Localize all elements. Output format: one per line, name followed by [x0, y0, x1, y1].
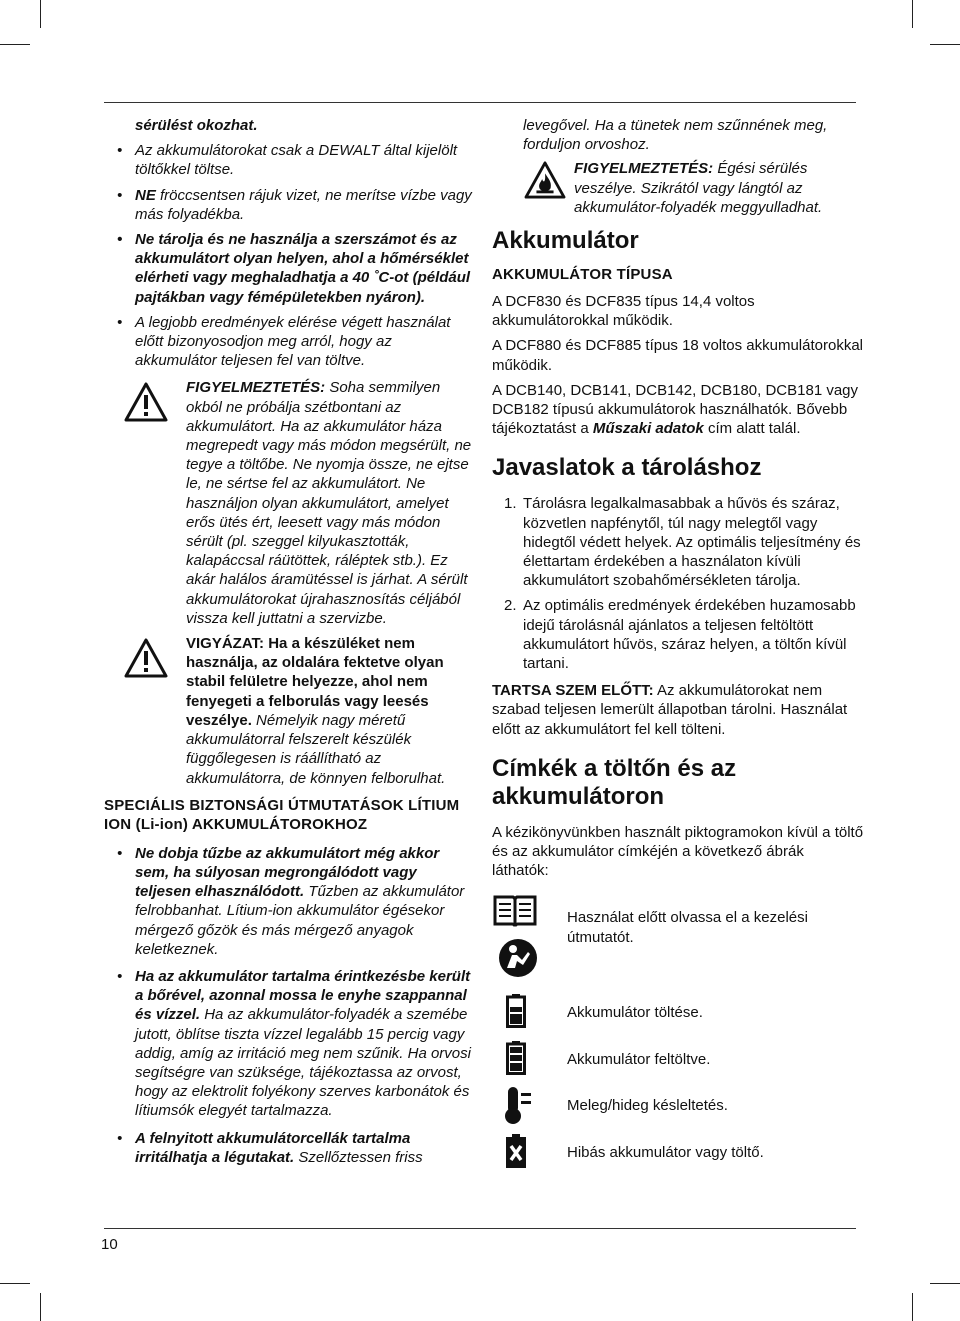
symbol-text: Hibás akkumulátor vagy töltő.: [567, 1144, 764, 1162]
battery-type-heading: AKKUMULÁTOR TÍPUSA: [492, 266, 673, 284]
storage-item: 1. Tárolásra legalkalmasabbak a hűvös és száraz, közvetlen napfénytől, túl nagy melegtől vagy hidegtől védett helyek. Az optimális teljesítmény és élettartam érdekében a használaton kívüli akkumulátort szobahőmérsékleten tárolja.: [504, 495, 861, 590]
read-manual-icon: [498, 938, 538, 983]
right-column: [492, 116, 864, 1270]
bullet-item: • Ne tárolja és ne használja a szerszámot és az akkumulátort olyan helyen, ahol a hőmérséklet elérheti vagy meghaladhatja a 40 ˚C-ot (például pajtákban vagy fémépületekben nyáron).: [117, 231, 471, 306]
fire-warning-block: [492, 159, 864, 217]
li-bullet-item: • Ne dobja tűzbe az akkumulátort még akkor sem, ha súlyosan megrongálódott vagy teljesen elhasználódott. Tűzben az akkumulátor felrobbanhat. Lítium-ion akkumulátor égésekor mérgező gőzök és más mérgező anyagok keletkeznek.: [117, 844, 465, 958]
top-rule: [104, 102, 856, 103]
warning-triangle-icon: [124, 382, 168, 427]
bullet-item: • NE fröccsentsen rájuk vizet, ne merítse vízbe vagy más folyadékba.: [117, 186, 472, 223]
battery-paragraph: A DCF830 és DCF835 típus 14,4 voltos akkumulátorokkal működik.: [492, 293, 755, 330]
battery-paragraph: A DCB140, DCB141, DCB142, DCB180, DCB181 vagy DCB182 típusú akkumulátorok használhatók. Bővebb tájékoztatást a Műszaki adatok cím alatt talál.: [492, 381, 859, 438]
warning-triangle-icon: [124, 638, 168, 683]
crop-mark: [930, 1283, 960, 1284]
thermometer-icon: [504, 1085, 534, 1130]
fire-warning-icon: [524, 161, 566, 204]
continued-text: levegővel. Ha a tünetek nem szűnnének meg, forduljon orvoshoz.: [523, 117, 828, 154]
page-number: 10: [101, 1236, 118, 1253]
warning-label: FIGYELMEZTETÉS:: [186, 379, 326, 397]
crop-mark: [0, 1283, 30, 1284]
battery-fault-icon: [505, 1134, 527, 1173]
storage-item: 2. Az optimális eredmények érdekében huzamosabb idejű tárolásnál ajánlatos a teljesen feltöltött akkumulátort hűvös, száraz helyen, a töltőn kívül tartani.: [504, 597, 856, 673]
symbol-text: Akkumulátor feltöltve.: [567, 1051, 711, 1069]
fire-warning-text: Égési sérülés veszélye. Szikrától vagy lángtól az akkumulátor-folyadék meggyulladhat.: [574, 160, 823, 216]
li-bullet-item: • A felnyitott akkumulátorcellák tartalma irritálhatja a légutakat. Szellőztessen friss: [117, 1129, 423, 1166]
labels-title: Címkék a töltőn és az akkumulátoron: [492, 754, 737, 810]
symbol-text: Használat előtt olvassa el a kezelési útmutatót.: [567, 909, 808, 946]
keep-in-mind: TARTSA SZEM ELŐTT: Az akkumulátorokat nem szabad teljesen lemerült állapotban tárolni. Használat előtt az akkumulátort fel kell tölteni.: [492, 682, 848, 738]
battery-charged-icon: [506, 1041, 526, 1080]
crop-mark: [912, 0, 913, 28]
intro-end: sérülést okozhat.: [135, 117, 258, 134]
li-bullet-item: • Ha az akkumulátor tartalma érintkezésbe került a bőrével, azonnal mossa le enyhe szappannal és vízzel. Ha az akkumulátor-folyadék a szemébe jutott, öblítse tiszta vízzel legalább 15 percig vagy addig, amíg az irritáció meg nem szűnik. Ha orvosi segítségre van szüksége, tájékoztassa az orvost, hogy az elektrolit folyékony szerves karbonátok és lítiumsók elegyét tartalmazza.: [117, 967, 471, 1120]
book-icon: [492, 892, 538, 935]
caution-bold: VIGYÁZAT: Ha a készüléket nem használja, az oldalára fektetve olyan stabil felületre helyezze, ahol nem fenyegeti a felborulás vagy leesés veszélye.: [186, 635, 444, 729]
crop-mark: [912, 1293, 913, 1321]
left-column: [104, 116, 476, 1173]
fire-warning-label: FIGYELMEZTETÉS:: [574, 160, 714, 178]
symbol-text: Akkumulátor töltése.: [567, 1004, 703, 1022]
symbol-list: [492, 880, 864, 1270]
crop-mark: [0, 44, 30, 45]
crop-mark: [930, 44, 960, 45]
battery-charging-icon: [506, 994, 526, 1033]
symbol-text: Meleg/hideg késleltetés.: [567, 1097, 728, 1115]
crop-mark: [40, 0, 41, 28]
li-ion-heading: SPECIÁLIS BIZTONSÁGI ÚTMUTATÁSOK LÍTIUM ION (Li-ion) AKKUMULÁTOROKHOZ: [104, 796, 460, 833]
caution-block: [104, 634, 476, 788]
battery-paragraph: A DCF880 és DCF885 típus 18 voltos akkumulátorokkal működik.: [492, 337, 864, 374]
storage-title: Javaslatok a tároláshoz: [492, 454, 762, 482]
warning-block: [104, 378, 476, 628]
labels-intro: A kézikönyvünkben használt piktogramokon kívül a töltő és az akkumulátor címkéjén a következő ábrák láthatók:: [492, 823, 864, 880]
bullet-item: • A legjobb eredmények elérése végett használat előtt bizonyosodjon meg arról, hogy az akkumulátor teljesen fel van töltve.: [117, 313, 451, 370]
warning-text: Soha semmilyen okból ne próbálja szétbontani az akkumulátort. Ha az akkumulátor háza megrepedt vagy más módon megsérült, ne tegye a töltőbe. Ne nyomja össze, ne ejtse le, ne sértse fel az akkumulátort. Ne használjon olyan akkumulátort, amelyet erős ütés ért, leesett vagy más módon sérült (pl. szeggel kilyukasztották, kalapáccsal ráütöttek, ráléptek stb.). Ez akár halálos áramütéssel is járhat. A sérült akkumulátorokat újrahasznosítás céljából vissza kell juttatni a szervizbe.: [186, 379, 472, 627]
crop-mark: [40, 1293, 41, 1321]
caution-text: Némelyik nagy méretű akkumulátorral felszerelt készülék függőlegesen is ráállítható az akkumulátorra, de könnyen felborulhat.: [186, 711, 446, 787]
bullet-item: • Az akkumulátorokat csak a DEWALT által kijelölt töltőkkel töltse.: [117, 142, 458, 179]
battery-title: Akkumulátor: [492, 227, 639, 255]
